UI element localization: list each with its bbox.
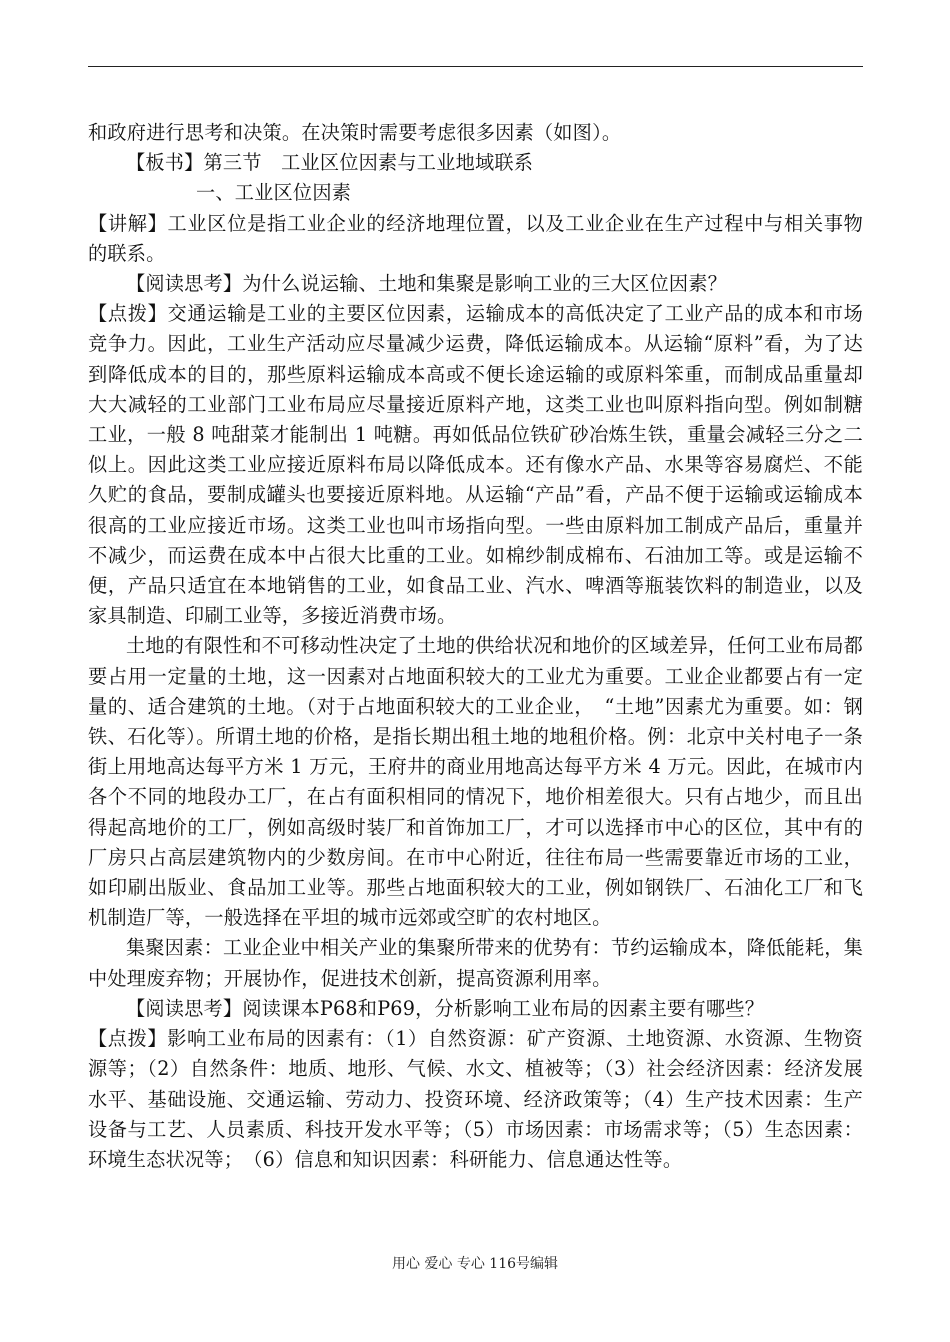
paragraph-reading-question-2: 【阅读思考】阅读课本P68和P69，分析影响工业布局的因素主要有哪些？ (126, 996, 765, 1020)
paragraph-land-factor: 土地的有限性和不可移动性决定了土地的供给状况和地价的区域差异，任何工业布局都要占用一定量的土地，这一因素对占地面积较大的工业尤为重要。工业企业都要占有一定量的、适合建筑的土地。（对于占地面积较大的工业企业， “土地”因素尤为重要。如：钢铁、石化等）。所谓土地的价格，是指长期出租土地的地租价格。例：北京中关村电子一条街上用地高达每平方米 1 万元，王府井的商业用地高达每平方米 4 万元。因此，在城市内各个不同的地段办工厂，在占有面积相同的情况下，地价相差很大。只有占地少，而且出得起高地价的工厂，例如高级时装厂和首饰加工厂，才可以选择市中心的区位，其中有的厂房只占高层建筑物内的少数房间。在市中心附近，往往布局一些需要靠近市场的工业，如印刷出版业、食品加工业等。那些占地面积较大的工业，例如钢铁厂、石油化工厂和飞机制造厂等，一般选择在平坦的城市远郊或空旷的农村地区。 (88, 634, 863, 930)
blackboard-heading: 【板书】第三节 工业区位因素与工业地域联系 (126, 151, 534, 175)
paragraph-explanation: 【讲解】工业区位是指工业企业的经济地理位置，以及工业企业在生产过程中与相关事物的联系。 (88, 211, 863, 265)
paragraph-reading-question: 【阅读思考】为什么说运输、土地和集聚是影响工业的三大区位因素？ (126, 272, 728, 296)
paragraph-transport-factor: 【点拨】交通运输是工业的主要区位因素，运输成本的高低决定了工业产品的成本和市场竞争力。因此，工业生产活动应尽量减少运费，降低运输成本。从运输“原料”看，为了达到降低成本的目的，那些原料运输成本高或不便长途运输的或原料笨重，而制成品重量却大大减轻的工业部门工业布局应尽量接近原料产地，这类工业也叫原料指向型。例如制糖工业，一般 8 吨甜菜才能制出 1 吨糖。再如低品位铁矿砂冶炼生铁，重量会减轻三分之二似上。因此这类工业应接近原料布局以降低成本。还有像水产品、水果等容易腐烂、不能久贮的食品，要制成罐头也要接近原料地。从运输“产品”看，产品不便于运输或运输成本很高的工业应接近市场。这类工业也叫市场指向型。一些由原料加工制成产品后，重量并不减少，而运费在成本中占很大比重的工业。如棉纱制成棉布、石油加工等。或是运输不便，产品只适宜在本地销售的工业，如食品工业、汽水、啤酒等瓶装饮料的制造业，以及家具制造、印刷工业等，多接近消费市场。 (88, 302, 863, 628)
page-footer: 用心 爱心 专心 116号编辑 (391, 1256, 559, 1272)
paragraph-agglomeration-factor: 集聚因素：工业企业中相关产业的集聚所带来的优势有：节约运输成本，降低能耗，集中处理废弃物；开展协作，促进技术创新，提高资源利用率。 (88, 936, 863, 990)
header-rule (88, 66, 863, 67)
document-body (88, 118, 863, 1175)
section-subheading: 一、工业区位因素 (196, 181, 352, 205)
paragraph-continuation: 和政府进行思考和决策。在决策时需要考虑很多因素（如图）。 (88, 121, 622, 144)
paragraph-layout-factors: 【点拨】影响工业布局的因素有：（1）自然资源：矿产资源、土地资源、水资源、生物资源等；（2）自然条件：地质、地形、气候、水文、植被等；（3）社会经济因素：经济发展水平、基础设施、交通运输、劳动力、投资环境、经济政策等；（4）生产技术因素：生产设备与工艺、人员素质、科技开发水平等；（5）市场因素：市场需求等；（5）生态因素：环境生态状况等； （6）信息和知识因素：科研能力、信息通达性等。 (88, 1027, 863, 1171)
